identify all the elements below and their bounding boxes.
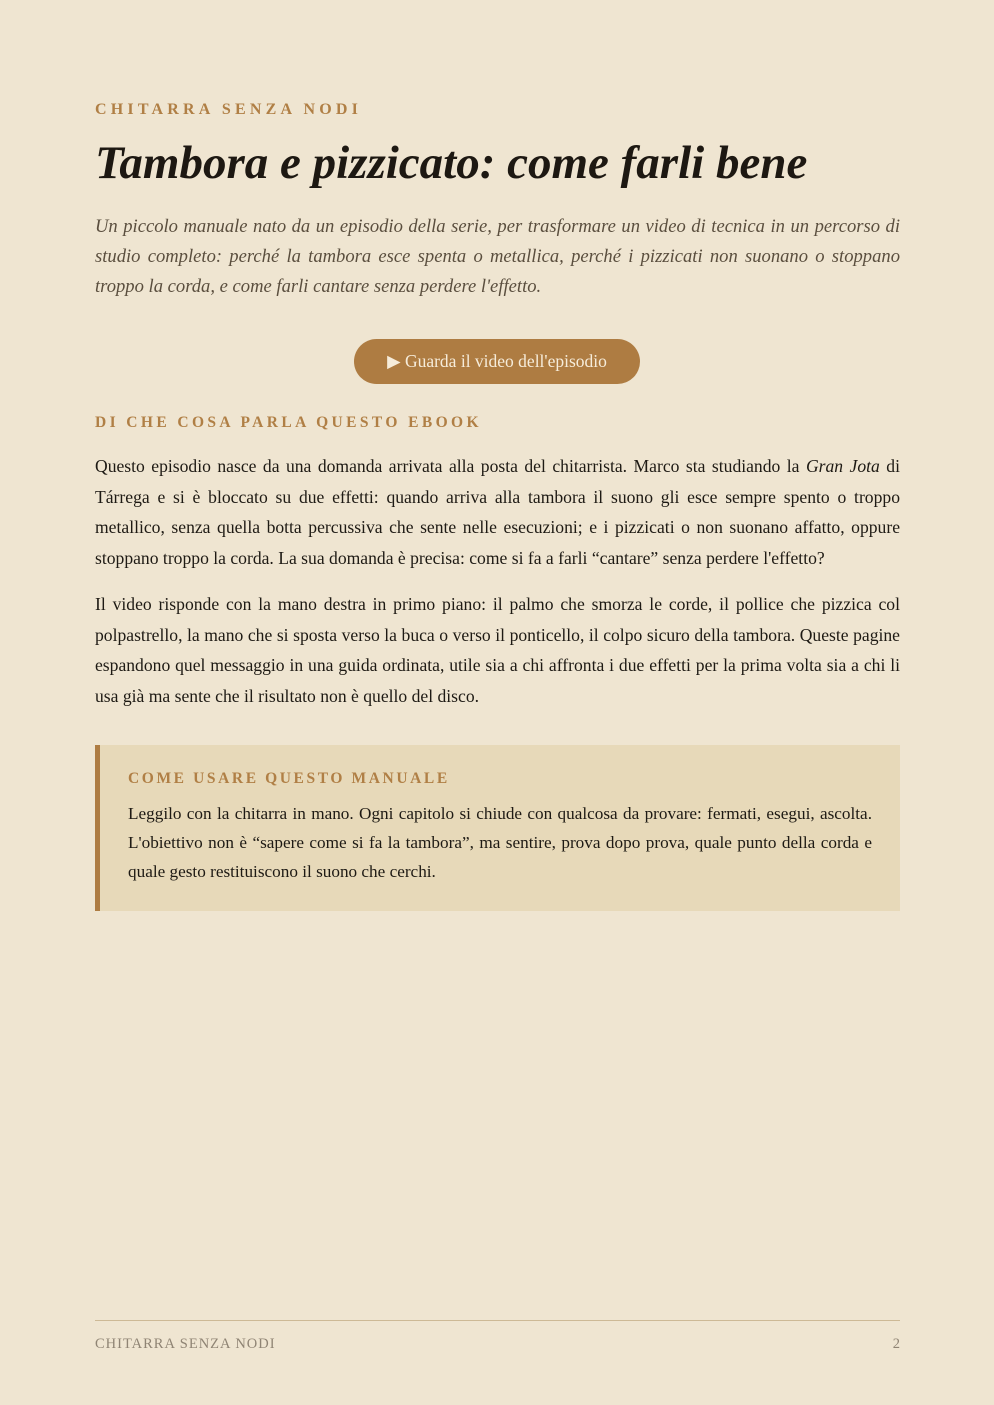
work-title: Gran Jota (805, 456, 880, 476)
watch-video-button[interactable] (354, 339, 640, 384)
footer-divider (95, 1320, 900, 1321)
series-label: CHITARRA SENZA NODI (95, 101, 363, 118)
callout-heading: COME USARE QUESTO MANUALE (128, 770, 450, 787)
how-to-use-callout (95, 745, 900, 911)
page-number: 2 (892, 1336, 900, 1352)
callout-body: Leggilo con la chitarra in mano. Ogni capitolo si chiude con qualcosa da provare: fermati, esegui, ascolta. L'obiettivo non è “sapere come si fa la tambora”, ma sentire, prova dopo prova, quale punto della corda e quale gesto restituiscono il suono che cerchi. (128, 804, 872, 881)
watch-video-label: Guarda il video dell'episodio (404, 351, 607, 371)
body-paragraph-1 (95, 451, 900, 573)
section-heading: DI CHE COSA PARLA QUESTO EBOOK (95, 414, 482, 431)
paragraph-text: di Tárrega e si è bloccato su due effetti: quando arriva alla tambora il suono gli esce sempre spento o troppo metallico, senza quella botta percussiva che sente nelle esecuzioni; e i pizzicati o non suonano affatto, oppure stoppano troppo la corda. La sua domanda è precisa: come si fa a farli “cantare” senza perdere l'effetto? (95, 456, 900, 568)
play-icon: ▶ (387, 351, 401, 371)
intro-paragraph: Un piccolo manuale nato da un episodio della serie, per trasformare un video di tecnica in un percorso di studio completo: perché la tambora esce spenta o metallica, perché i pizzicati non suonano o stoppano troppo la corda, e come farli cantare senza perdere l'effetto. (95, 216, 900, 298)
body-paragraph-2: Il video risponde con la mano destra in primo piano: il palmo che smorza le corde, il pollice che pizzica col polpastrello, la mano che si sposta verso la buca o verso il ponticello, il colpo sicuro della tambora. Queste pagine espandono quel messaggio in una guida ordinata, utile sia a chi affronta i due effetti per la prima volta sia a chi li usa già ma sente che il risultato non è quello del disco. (95, 594, 900, 706)
page-title: Tambora e pizzicato: come farli bene (95, 137, 808, 189)
footer-series-label: CHITARRA SENZA NODI (95, 1336, 276, 1352)
paragraph-text: Questo episodio nasce da una domanda arrivata alla posta del chitarrista. Marco sta studiando la (95, 456, 806, 476)
